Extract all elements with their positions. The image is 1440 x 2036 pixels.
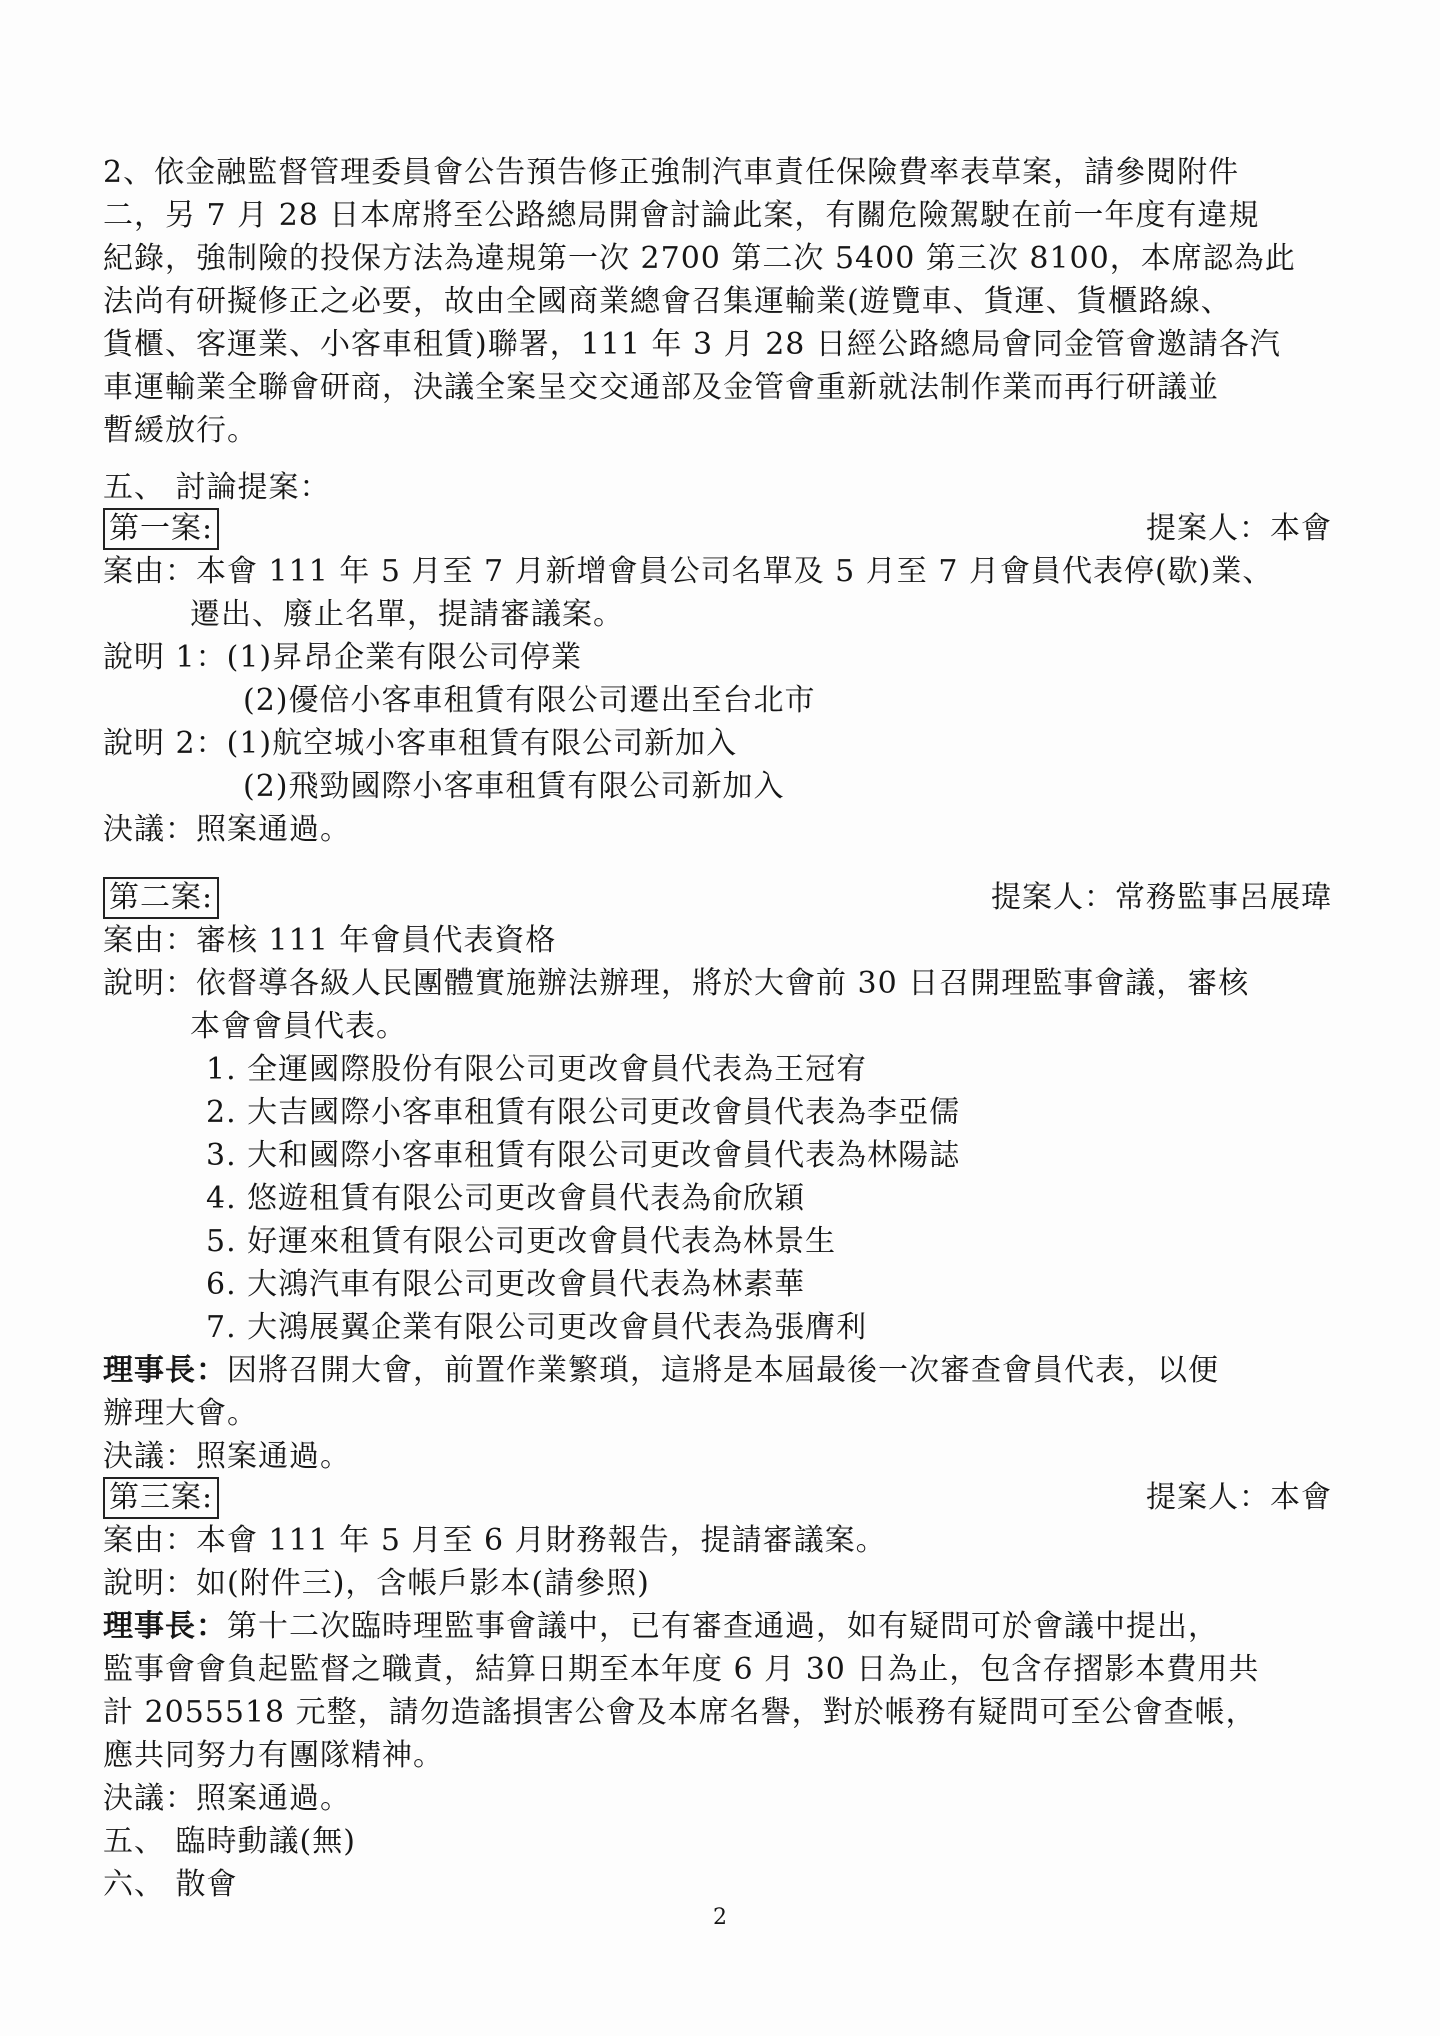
case2-label: 第二案: [103,877,219,919]
intro-line-1: 2、依金融監督管理委員會公告預告修正強制汽車責任保險費率表草案，請參閱附件 [103,155,1240,190]
case3-chair-line-1 [103,1607,1219,1647]
case2-chair-text-1: 因將召開大會，前置作業繁瑣，這將是本屆最後一次審查會員代表，以便 [227,1353,1219,1388]
intro-line-5: 貨櫃、客運業、小客車租賃)聯署，111 年 3 月 28 日經公路總局會同金管會邀請各汽 [103,327,1281,362]
case2-item: 6. 大鴻汽車有限公司更改會員代表為林素華 [206,1267,806,1302]
case3-reason: 案由：本會 111 年 5 月至 6 月財務報告，提請審議案。 [103,1523,887,1558]
case2-chair-line-1 [103,1351,1219,1391]
case1-reason-line-2: 遷出、廢止名單，提請審議案。 [190,597,624,632]
page-number: 2 [713,1905,727,1930]
case2-item: 1. 全運國際股份有限公司更改會員代表為王冠宥 [206,1052,868,1087]
case2-item: 2. 大吉國際小客車租賃有限公司更改會員代表為李亞儒 [206,1095,961,1130]
section-adjourn-heading: 六、 散會 [103,1867,238,1902]
case3-chair-line-3: 計 2055518 元整，請勿造謠損害公會及本席名譽，對於帳務有疑問可至公會查帳， [103,1695,1257,1730]
case1-desc1-line-1: 說明 1：(1)昇昂企業有限公司停業 [103,640,583,675]
section-discussion-heading: 五、 討論提案： [103,470,331,505]
case2-chair-label: 理事長： [103,1353,227,1388]
intro-line-3: 紀錄，強制險的投保方法為違規第一次 2700 第二次 5400 第三次 8100，本席認為此 [103,241,1296,276]
case2-item: 5. 好運來租賃有限公司更改會員代表為林景生 [206,1224,837,1259]
case2-desc-line-2: 本會會員代表。 [190,1009,407,1044]
case3-desc: 說明：如(附件三)，含帳戶影本(請參照) [103,1566,650,1601]
case1-reason-line-1: 案由：本會 111 年 5 月至 7 月新增會員公司名單及 5 月至 7 月會員代表停(歇)業、 [103,554,1274,589]
intro-line-7: 暫緩放行。 [103,413,258,448]
case2-item: 3. 大和國際小客車租賃有限公司更改會員代表為林陽誌 [206,1138,961,1173]
intro-line-4: 法尚有研擬修正之必要，故由全國商業總會召集運輸業(遊覽車、貨運、貨櫃路線、 [103,284,1232,319]
case2-item: 4. 悠遊租賃有限公司更改會員代表為俞欣穎 [206,1181,806,1216]
case1-label: 第一案: [103,508,219,550]
case3-resolution: 決議：照案通過。 [103,1781,351,1816]
case2-proposer: 提案人：常務監事呂展瑋 [991,880,1332,915]
case3-chair-text-1: 第十二次臨時理監事會議中，已有審查通過，如有疑問可於會議中提出， [227,1609,1219,1644]
case1-desc2-line-1: 說明 2：(1)航空城小客車租賃有限公司新加入 [103,726,738,761]
case3-header [103,1477,1332,1521]
intro-line-6: 車運輸業全聯會研商，決議全案呈交交通部及金管會重新就法制作業而再行研議並 [103,370,1219,405]
case2-desc-line-1: 說明：依督導各級人民團體實施辦法辦理，將於大會前 30 日召開理監事會議，審核 [103,966,1250,1001]
case3-chair-line-2: 監事會會負起監督之職責，結算日期至本年度 6 月 30 日為止，包含存摺影本費用共 [103,1652,1260,1687]
case2-chair-line-2: 辦理大會。 [103,1396,258,1431]
case1-desc1-line-2: (2)優倍小客車租賃有限公司遷出至台北市 [243,683,816,718]
case2-header [103,877,1332,921]
case2-item: 7. 大鴻展翼企業有限公司更改會員代表為張膺利 [206,1310,868,1345]
case1-resolution: 決議：照案通過。 [103,812,351,847]
case2-reason: 案由：審核 111 年會員代表資格 [103,923,557,958]
case1-desc2-line-2: (2)飛勁國際小客車租賃有限公司新加入 [243,769,785,804]
case1-header [103,508,1332,552]
section-motion-heading: 五、 臨時動議(無) [103,1824,356,1859]
case2-resolution: 決議：照案通過。 [103,1439,351,1474]
case3-chair-line-4: 應共同努力有團隊精神。 [103,1738,444,1773]
case3-proposer: 提案人：本會 [1146,1480,1332,1515]
case1-proposer: 提案人：本會 [1146,511,1332,546]
case3-label: 第三案: [103,1477,219,1519]
case3-chair-label: 理事長： [103,1609,227,1644]
intro-line-2: 二，另 7 月 28 日本席將至公路總局開會討論此案，有關危險駕駛在前一年度有違規 [103,198,1260,233]
